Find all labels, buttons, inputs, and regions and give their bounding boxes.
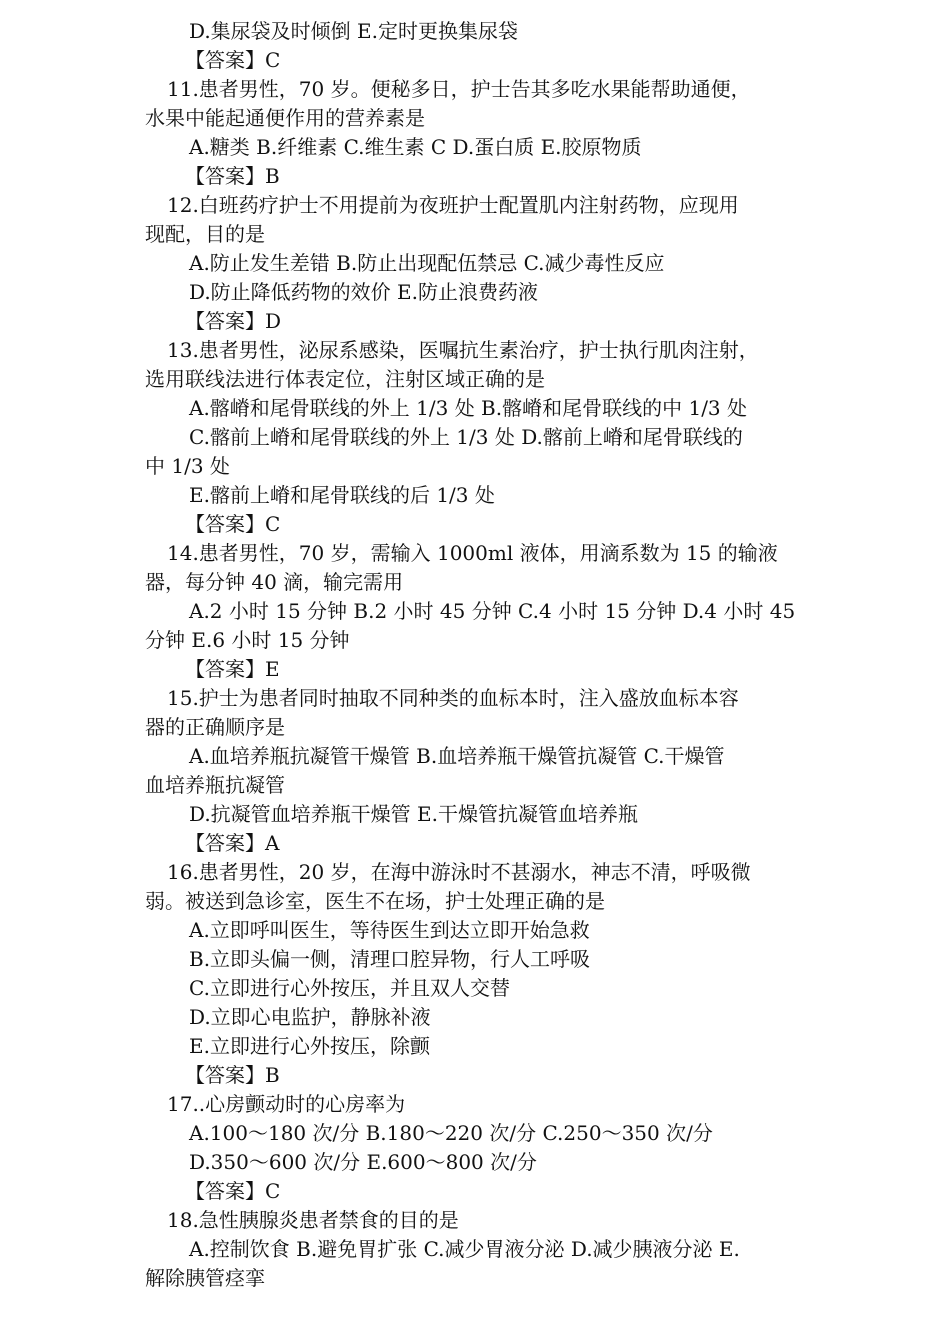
option-line: E.髂前上嵴和尾骨联线的后 1/3 处	[189, 483, 495, 507]
continuation-line: 水果中能起通便作用的营养素是	[145, 106, 425, 130]
continuation-line: 分钟 E.6 小时 15 分钟	[145, 628, 350, 652]
option-line: D.集尿袋及时倾倒 E.定时更换集尿袋	[189, 19, 518, 43]
question-line: 17..心房颤动时的心房率为	[167, 1092, 406, 1116]
option-line: B.立即头偏一侧，清理口腔异物，行人工呼吸	[189, 947, 591, 971]
option-line: C.立即进行心外按压，并且双人交替	[189, 976, 510, 1000]
answer-line: 【答案】E	[185, 657, 280, 681]
answer-line: 【答案】D	[185, 309, 282, 333]
option-line: D.立即心电监护，静脉补液	[189, 1005, 431, 1029]
answer-line: 【答案】C	[185, 1179, 281, 1203]
option-line: D.350～600 次/分 E.600～800 次/分	[189, 1150, 537, 1174]
answer-line: 【答案】B	[185, 164, 280, 188]
answer-line: 【答案】C	[185, 48, 281, 72]
question-line: 14.患者男性，70 岁，需输入 1000ml 液体，用滴系数为 15 的输液	[167, 541, 778, 565]
continuation-line: 血培养瓶抗凝管	[145, 773, 285, 797]
option-line: A.控制饮食 B.避免胃扩张 C.减少胃液分泌 D.减少胰液分泌 E.	[189, 1237, 740, 1261]
continuation-line: 解除胰管痉挛	[145, 1266, 265, 1290]
answer-line: 【答案】A	[185, 831, 280, 855]
question-line: 12.白班药疗护士不用提前为夜班护士配置肌内注射药物，应现用	[167, 193, 739, 217]
option-line: A.糖类 B.纤维素 C.维生素 C D.蛋白质 E.胶原物质	[189, 135, 642, 159]
question-line: 16.患者男性，20 岁，在海中游泳时不甚溺水，神志不清，呼吸微	[167, 860, 751, 884]
question-line: 13.患者男性，泌尿系感染，医嘱抗生素治疗，护士执行肌肉注射，	[167, 338, 759, 362]
question-line: 18.急性胰腺炎患者禁食的目的是	[167, 1208, 459, 1232]
continuation-line: 弱。被送到急诊室，医生不在场，护士处理正确的是	[145, 889, 605, 913]
question-line: 15.护士为患者同时抽取不同种类的血标本时，注入盛放血标本容	[167, 686, 739, 710]
option-line: A.立即呼叫医生，等待医生到达立即开始急救	[189, 918, 590, 942]
question-line: 11.患者男性，70 岁。便秘多日，护士告其多吃水果能帮助通便，	[167, 77, 751, 101]
option-line: D.抗凝管血培养瓶干燥管 E.干燥管抗凝管血培养瓶	[189, 802, 638, 826]
option-line: A.100～180 次/分 B.180～220 次/分 C.250～350 次/分	[189, 1121, 713, 1145]
continuation-line: 现配，目的是	[145, 222, 265, 246]
continuation-line: 中 1/3 处	[145, 454, 230, 478]
answer-line: 【答案】B	[185, 1063, 280, 1087]
option-line: E.立即进行心外按压，除颤	[189, 1034, 430, 1058]
option-line: C.髂前上嵴和尾骨联线的外上 1/3 处 D.髂前上嵴和尾骨联线的	[189, 425, 743, 449]
option-line: D.防止降低药物的效价 E.防止浪费药液	[189, 280, 538, 304]
continuation-line: 选用联线法进行体表定位，注射区域正确的是	[145, 367, 545, 391]
option-line: A.血培养瓶抗凝管干燥管 B.血培养瓶干燥管抗凝管 C.干燥管	[189, 744, 725, 768]
continuation-line: 器的正确顺序是	[145, 715, 285, 739]
continuation-line: 器，每分钟 40 滴，输完需用	[145, 570, 404, 594]
option-line: A.2 小时 15 分钟 B.2 小时 45 分钟 C.4 小时 15 分钟 D.4 小时 45	[189, 599, 796, 623]
option-line: A.防止发生差错 B.防止出现配伍禁忌 C.减少毒性反应	[189, 251, 665, 275]
answer-line: 【答案】C	[185, 512, 281, 536]
option-line: A.髂嵴和尾骨联线的外上 1/3 处 B.髂嵴和尾骨联线的中 1/3 处	[189, 396, 748, 420]
